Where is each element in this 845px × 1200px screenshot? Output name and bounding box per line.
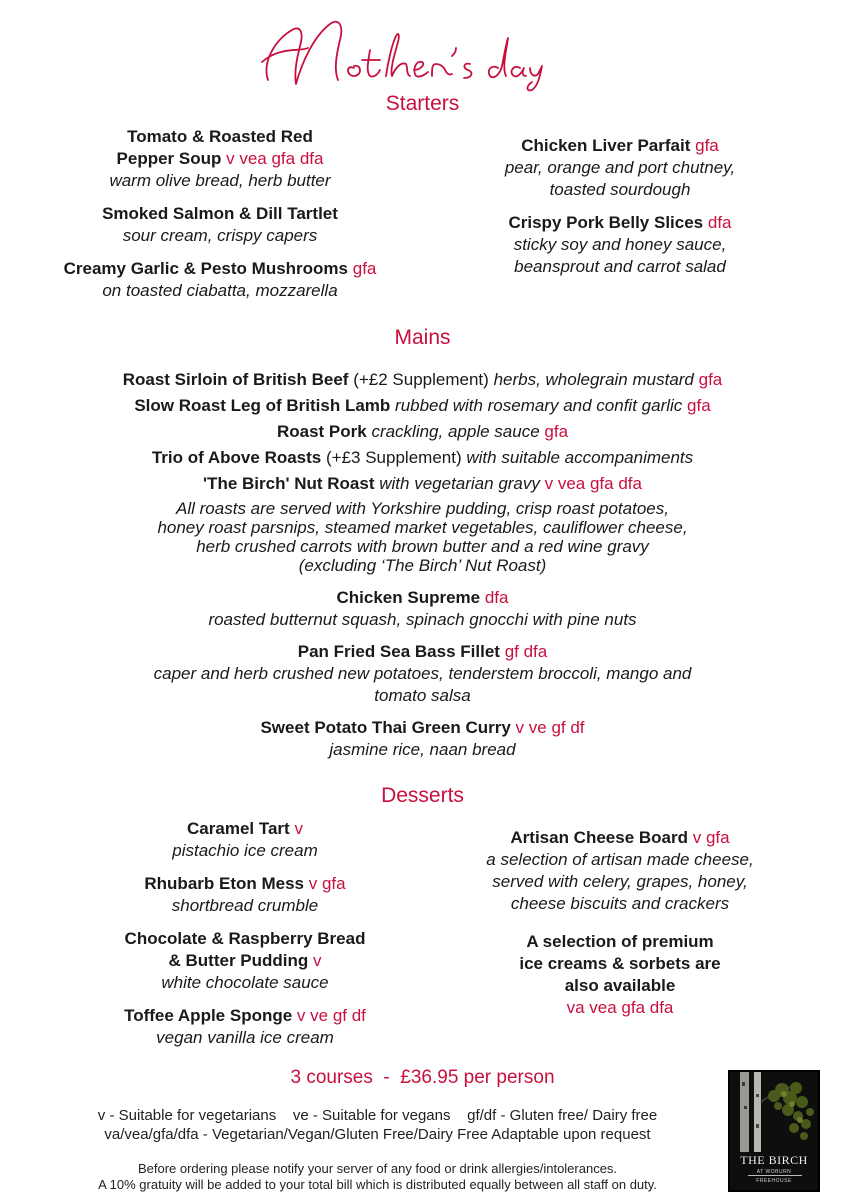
starter-item <box>440 135 800 201</box>
dessert-item <box>55 873 435 917</box>
starter-name: Tomato & Roasted Red <box>127 127 313 146</box>
starter-name: Crispy Pork Belly Slices <box>508 213 704 232</box>
dessert-item <box>55 928 435 994</box>
mains-heading: Mains <box>394 326 451 349</box>
starter-item <box>30 203 410 247</box>
the-birch-logo <box>728 1070 820 1192</box>
dessert-desc: a selection of artisan made cheese, <box>486 850 754 869</box>
logo-subtitle: AT WOBURN FREEHOUSE <box>756 1169 792 1184</box>
ice-cream-note: A selection of premium ice creams & sorbets are also available va vea gfa dfa <box>445 931 795 1019</box>
dietary-tags: v gfa <box>692 828 730 847</box>
dessert-desc: served with celery, grapes, honey, <box>492 872 748 891</box>
birch-tree-icon <box>730 1072 820 1152</box>
dietary-tags: gfa <box>352 259 377 278</box>
dessert-item <box>55 818 435 862</box>
starter-desc: pear, orange and port chutney, <box>504 158 736 177</box>
main-desc: with vegetarian gravy <box>379 474 540 493</box>
main-item <box>60 421 785 443</box>
dessert-item <box>55 1005 435 1049</box>
dietary-tags: v gfa <box>308 874 346 893</box>
starter-desc: sticky soy and honey sauce, <box>513 235 727 254</box>
dietary-tags: gfa <box>695 136 719 155</box>
starter-desc: toasted sourdough <box>549 180 691 199</box>
main-desc: with suitable accompaniments <box>466 448 694 467</box>
main-name: Pan Fried Sea Bass Fillet <box>297 642 500 661</box>
main-item <box>60 369 785 391</box>
main-desc: tomato salsa <box>374 686 471 705</box>
dessert-name: Chocolate & Raspberry Bread <box>124 929 366 948</box>
desserts-left-column <box>55 818 435 1060</box>
starter-name: Creamy Garlic & Pesto Mushrooms <box>63 259 348 278</box>
dietary-tags: gfa <box>698 370 723 389</box>
main-supplement: (+£3 Supplement) <box>326 448 462 467</box>
dessert-name-line2: & Butter Pudding <box>168 951 309 970</box>
dessert-desc: vegan vanilla ice cream <box>156 1028 334 1047</box>
dietary-tags: dfa <box>484 588 509 607</box>
dietary-tags: gfa <box>687 396 711 415</box>
main-item <box>60 473 785 495</box>
main-desc: caper and herb crushed new potatoes, tenderstem broccoli, mango and <box>153 664 692 683</box>
dessert-desc: cheese biscuits and crackers <box>510 894 730 913</box>
allergy-gratuity-notice: Before ordering please notify your server of any food or drink allergies/intolerances. A 10% gratuity will be added to your total bill which is distributed equally between all staff on duty. <box>98 1161 657 1192</box>
desserts-heading: Desserts <box>381 784 464 807</box>
main-item <box>60 395 785 417</box>
main-name: 'The Birch' Nut Roast <box>203 474 375 493</box>
main-desc: herbs, wholegrain mustard <box>493 370 694 389</box>
mains-list <box>60 369 785 771</box>
starter-name: Smoked Salmon & Dill Tartlet <box>102 204 338 223</box>
main-supplement: (+£2 Supplement) <box>353 370 489 389</box>
desserts-right-column <box>445 827 795 1030</box>
starters-left-column <box>30 126 410 313</box>
dietary-tags: v <box>313 951 322 970</box>
dietary-tags: v ve gf df <box>515 718 585 737</box>
main-name: Chicken Supreme <box>336 588 481 607</box>
starter-desc: warm olive bread, herb butter <box>109 171 331 190</box>
main-name: Slow Roast Leg of British Lamb <box>134 396 391 415</box>
dietary-tags: dfa <box>707 213 732 232</box>
main-name: Roast Pork <box>276 422 367 441</box>
main-desc: rubbed with rosemary and confit garlic <box>395 396 683 415</box>
cheese-board-item <box>445 827 795 915</box>
dietary-tags: gfa <box>544 422 569 441</box>
starter-desc: sour cream, crispy capers <box>122 226 318 245</box>
dessert-desc: pistachio ice cream <box>172 841 318 860</box>
dessert-desc: white chocolate sauce <box>161 973 329 992</box>
main-desc: jasmine rice, naan bread <box>329 740 516 759</box>
main-name: Trio of Above Roasts <box>151 448 322 467</box>
set-menu-price: 3 courses - £36.95 per person <box>290 1067 555 1088</box>
main-item <box>60 641 785 707</box>
dessert-name: Artisan Cheese Board <box>510 828 689 847</box>
dessert-desc: shortbread crumble <box>171 896 319 915</box>
main-name: Roast Sirloin of British Beef <box>122 370 349 389</box>
starter-item <box>30 126 410 192</box>
starter-desc: on toasted ciabatta, mozzarella <box>102 281 338 300</box>
main-item <box>60 587 785 631</box>
dessert-name: Toffee Apple Sponge <box>124 1006 293 1025</box>
starter-name: Chicken Liver Parfait <box>521 136 691 155</box>
main-item <box>60 447 785 469</box>
starter-item <box>440 212 800 278</box>
dietary-tags: gf dfa <box>504 642 548 661</box>
roast-accompaniments-note: All roasts are served with Yorkshire pudding, crisp roast potatoes, honey roast parsnips, steamed market vegetables, cauliflower cheese, herb crushed carrots with brown butter and a red wine gravy (excluding ‘The Birch’ Nut Roast) <box>157 499 688 575</box>
dessert-name: Caramel Tart <box>187 819 290 838</box>
dietary-tags: v ve gf df <box>296 1006 366 1025</box>
main-item <box>60 717 785 761</box>
logo-wordmark: THE BIRCH <box>740 1153 808 1167</box>
dietary-tags: v <box>294 819 303 838</box>
starter-name-line2: Pepper Soup v vea gfa dfa <box>116 149 324 168</box>
main-name: Sweet Potato Thai Green Curry <box>260 718 511 737</box>
dietary-key: v - Suitable for vegetarians ve - Suitable for vegans gf/df - Gluten free/ Dairy free va/vea/gfa/dfa - Vegetarian/Vegan/Gluten Free/Dairy Free Adaptable upon request <box>97 1107 658 1143</box>
dietary-tags: v vea gfa dfa <box>544 474 642 493</box>
starters-right-column <box>440 135 800 289</box>
dessert-name: Rhubarb Eton Mess <box>144 874 305 893</box>
mothers-day-script-title <box>0 6 845 92</box>
logo-divider <box>748 1175 802 1176</box>
main-desc: roasted butternut squash, spinach gnocchi with pine nuts <box>208 610 637 629</box>
dietary-tags: va vea gfa dfa <box>566 998 674 1017</box>
main-desc: crackling, apple sauce <box>371 422 540 441</box>
starter-desc: beansprout and carrot salad <box>514 257 726 276</box>
starters-heading: Starters <box>385 92 460 115</box>
starter-item <box>30 258 410 302</box>
dietary-tags: v vea gfa dfa <box>226 149 324 168</box>
